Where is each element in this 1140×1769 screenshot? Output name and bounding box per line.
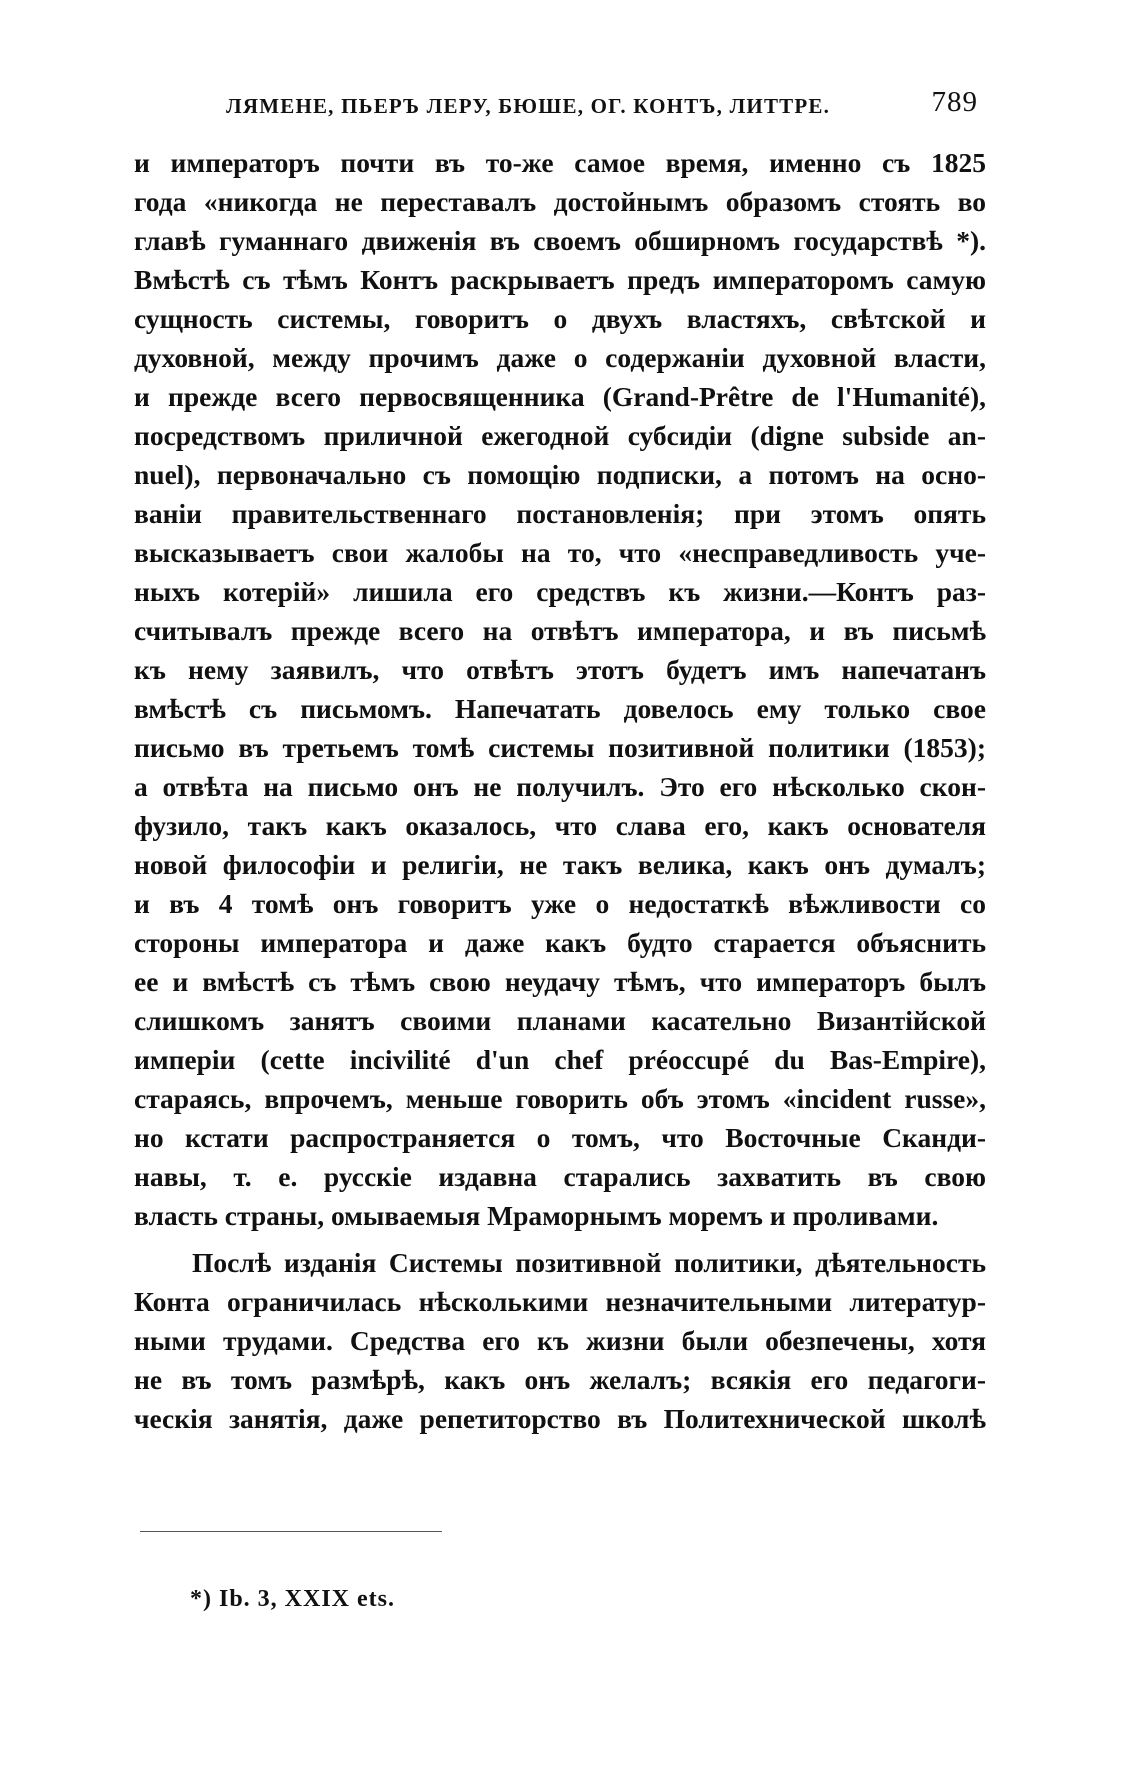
paragraph-1 — [134, 143, 986, 1235]
text-line: къ нему заявилъ, что отвѣтъ этотъ будетъ имъ напечатанъ — [134, 654, 986, 685]
text-line: имперіи (cette incivilité d'un chef préoccupé du Bas-Empire), — [134, 1044, 986, 1075]
text-line: Конта ограничилась нѣсколькими незначительными литератур- — [134, 1286, 986, 1317]
footnote: *) Ib. 3, XXIX ets. — [190, 1586, 395, 1612]
paragraph-2 — [134, 1243, 986, 1438]
text-line: фузило, такъ какъ оказалось, что слава его, какъ основателя — [134, 810, 986, 841]
text-line: новой философіи и религіи, не такъ велика, какъ онъ думалъ; — [134, 849, 986, 880]
running-head — [134, 86, 986, 126]
text-line: и прежде всего первосвященника (Grand-Prêtre de l'Humanité), — [134, 381, 986, 412]
text-line: духовной, между прочимъ даже о содержаніи духовной власти, — [134, 342, 986, 373]
text-line: ваніи правительственнаго постановленія; при этомъ опять — [134, 498, 986, 529]
text-line: слишкомъ занятъ своими планами касательно Византійской — [134, 1005, 986, 1036]
text-line: Послѣ изданія Системы позитивной политики, дѣятельность — [192, 1247, 986, 1278]
text-line: а отвѣта на письмо онъ не получилъ. Это его нѣсколько скон- — [134, 771, 986, 802]
text-line: ее и вмѣстѣ съ тѣмъ свою неудачу тѣмъ, что императоръ былъ — [134, 966, 986, 997]
text-line: власть страны, омываемыя Мраморнымъ моремъ и проливами. — [134, 1200, 939, 1231]
text-line: главѣ гуманнаго движенія въ своемъ обширномъ государствѣ *). — [134, 225, 986, 256]
text-line: сущность системы, говоритъ о двухъ властяхъ, свѣтской и — [134, 303, 986, 334]
text-line: ными трудами. Средства его къ жизни были обезпечены, хотя — [134, 1325, 986, 1356]
text-line: стараясь, впрочемъ, меньше говорить объ этомъ «incident russe», — [134, 1083, 986, 1114]
text-line: считывалъ прежде всего на отвѣтъ императора, и въ письмѣ — [134, 615, 986, 646]
text-line: стороны императора и даже какъ будто старается объяснить — [134, 927, 986, 958]
text-line: года «никогда не переставалъ достойнымъ образомъ стоять во — [134, 186, 986, 217]
body-text — [134, 143, 986, 1438]
text-line: nuel), первоначально съ помощію подписки, а потомъ на осно- — [134, 459, 986, 490]
text-line: и императоръ почти въ то-же самое время, именно съ 1825 — [134, 147, 986, 178]
text-line: вмѣстѣ съ письмомъ. Напечатать довелось ему только свое — [134, 693, 986, 724]
text-line: высказываетъ свои жалобы на то, что «несправедливость уче- — [134, 537, 986, 568]
text-line: ческія занятія, даже репетиторство въ Политехнической школѣ — [134, 1403, 986, 1434]
text-line: навы, т. е. русскіе издавна старались захватить въ свою — [134, 1161, 986, 1192]
text-line: и въ 4 томѣ онъ говоритъ уже о недостаткѣ вѣжливости со — [134, 888, 986, 919]
text-line: не въ томъ размѣрѣ, какъ онъ желалъ; всякія его педагоги- — [134, 1364, 986, 1395]
footnote-divider — [140, 1531, 442, 1532]
text-line: Вмѣстѣ съ тѣмъ Контъ раскрываетъ предъ императоромъ самую — [134, 264, 986, 295]
text-line: но кстати распространяется о томъ, что Восточные Сканди- — [134, 1122, 986, 1153]
text-line: посредствомъ приличной ежегодной субсидіи (digne subside an- — [134, 420, 986, 451]
page-number: 789 — [931, 86, 978, 118]
text-line: ныхъ котерій» лишила его средствъ къ жизни.—Контъ раз- — [134, 576, 986, 607]
text-line: письмо въ третьемъ томѣ системы позитивной политики (1853); — [134, 732, 986, 763]
running-title: ЛЯМЕНЕ, ПЬЕРЪ ЛЕРУ, БЮШЕ, ОГ. КОНТЪ, ЛИТТРЕ. — [226, 94, 831, 118]
